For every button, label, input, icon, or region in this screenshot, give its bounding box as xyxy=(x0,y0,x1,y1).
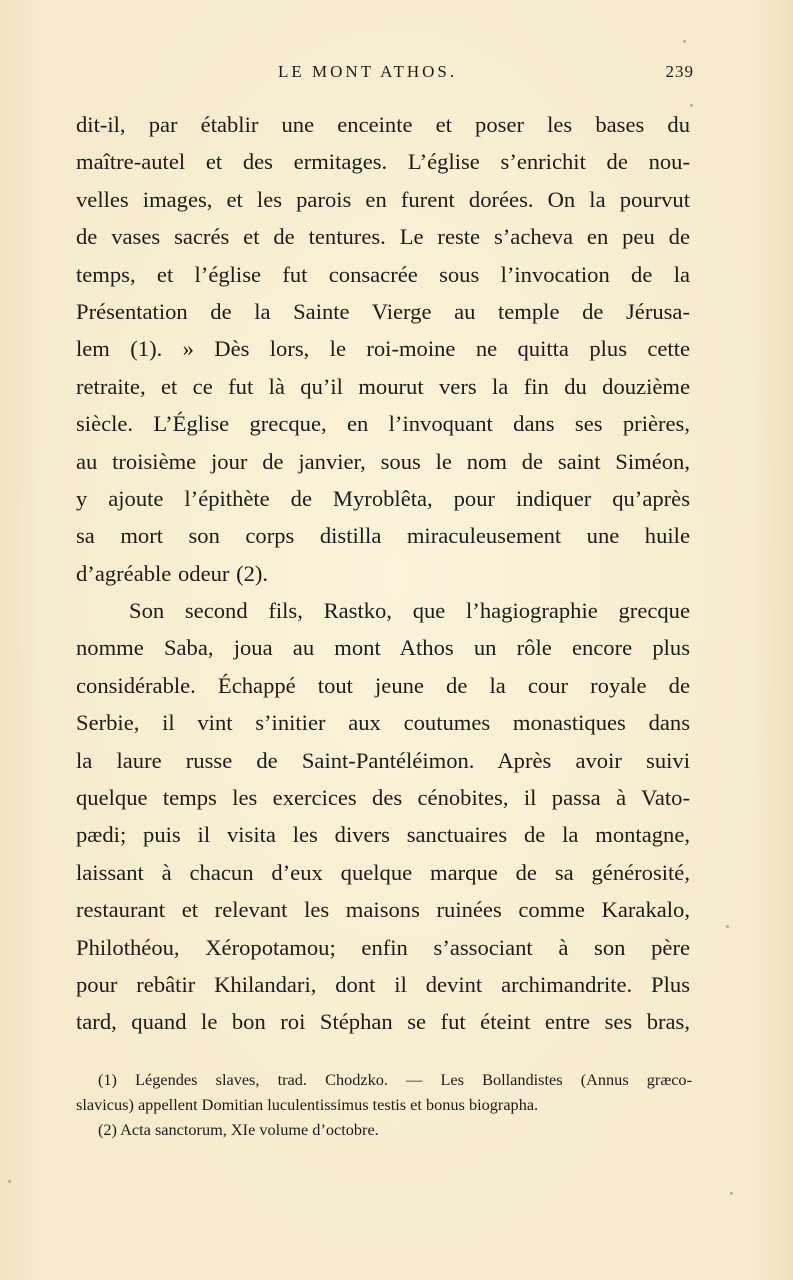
text-line: temps, et l’église fut consacrée sous l’invocation de la xyxy=(76,261,690,287)
text-line: considérable. Échappé tout jeune de la cour royale de xyxy=(76,672,690,698)
text-line: pour rebâtir Khilandari, dont il devint archimandrite. Plus xyxy=(76,971,690,997)
text-line: pædi; puis il visita les divers sanctuaires de la montagne, xyxy=(76,822,690,848)
text-line: lem (1). » Dès lors, le roi-moine ne quitta plus cette xyxy=(76,336,690,362)
text-line: velles images, et les parois en furent dorées. On la pourvut xyxy=(76,186,690,212)
paper-speck xyxy=(730,1192,733,1195)
footnote-2: (2) Acta sanctorum, XIe volume d’octobre. xyxy=(98,1119,379,1139)
text-line: nomme Saba, joua au mont Athos un rôle encore plus xyxy=(76,635,690,661)
page-number: 239 xyxy=(665,62,694,81)
text-line: restaurant et relevant les maisons ruinées comme Karakalo, xyxy=(76,897,690,923)
text-line: y ajoute l’épithète de Myroblêta, pour indiquer qu’après xyxy=(76,485,690,511)
text-line: dit-il, par établir une enceinte et poser les bases du xyxy=(76,112,690,137)
text-line: maître-autel et des ermitages. L’église s’enrichit de nou- xyxy=(76,149,690,175)
text-line: Serbie, il vint s’initier aux coutumes monastiques dans xyxy=(76,710,690,736)
text-line: tard, quand le bon roi Stéphan se fut éteint entre ses bras, xyxy=(76,1009,690,1035)
footnote-1: (1) Légendes slaves, trad. Chodzko. — Les Bollandistes (Annus græco- xyxy=(98,1070,692,1089)
text-line: Philothéou, Xéropotamou; enfin s’associant à son père xyxy=(76,934,690,960)
text-line: retraite, et ce fut là qu’il mourut vers la fin du douzième xyxy=(76,373,690,399)
footnotes xyxy=(76,1068,692,1142)
text-line: la laure russe de Saint-Pantéléimon. Après avoir suivi xyxy=(76,747,690,773)
paragraph-end-line: d’agréable odeur (2). xyxy=(76,560,269,586)
paper-speck xyxy=(726,925,729,928)
text-line: laissant à chacun d’eux quelque marque de sa générosité, xyxy=(76,859,690,885)
footnote-1-continuation: slavicus) appellent Domitian luculentissimus testis et bonus biographa. xyxy=(76,1094,539,1114)
paragraph-start-line: Son second fils, Rastko, que l’hagiographie grecque xyxy=(129,598,690,624)
text-line: siècle. L’Église grecque, en l’invoquant dans ses prières, xyxy=(76,411,690,437)
paper-speck xyxy=(8,1180,11,1183)
text-line: Présentation de la Sainte Vierge au temple de Jérusa- xyxy=(76,298,690,324)
paper-speck xyxy=(690,104,693,107)
text-line: quelque temps les exercices des cénobites, il passa à Vato- xyxy=(76,785,690,811)
paper-speck xyxy=(683,40,686,43)
body-text xyxy=(76,106,690,1041)
text-line: de vases sacrés et de tentures. Le reste s’acheva en peu de xyxy=(76,224,690,250)
text-line: sa mort son corps distilla miraculeusement une huile xyxy=(76,523,690,549)
text-line: au troisième jour de janvier, sous le nom de saint Siméon, xyxy=(76,448,690,474)
running-title: LE MONT ATHOS. xyxy=(278,62,458,81)
page-header xyxy=(278,62,698,88)
